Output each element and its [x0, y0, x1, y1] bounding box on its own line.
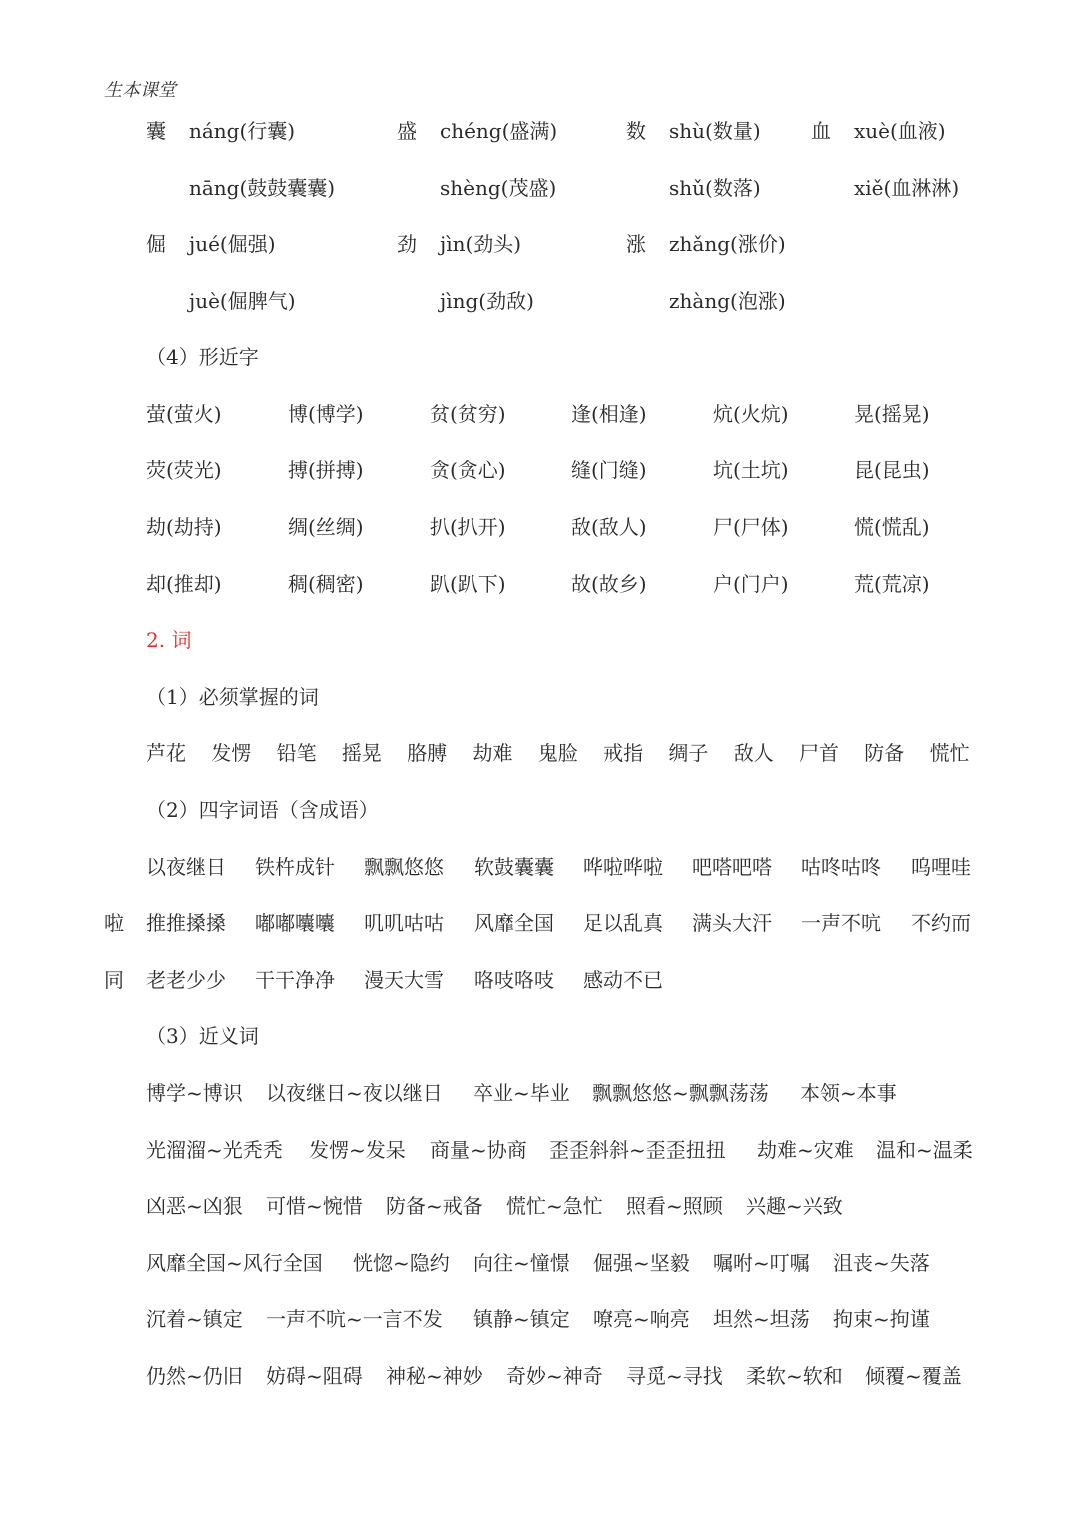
pinyin-entry: xuè(血液) — [854, 119, 946, 143]
similar-char-item: 贫(贫穷) — [430, 402, 506, 426]
synonym-pair: 寻觅~寻找 — [626, 1364, 723, 1388]
idiom-item: 足以乱真 — [583, 911, 663, 935]
pinyin-entry: shǔ(数落) — [669, 176, 761, 200]
synonym-pair: 神秘~神妙 — [386, 1364, 483, 1388]
idiom-item: 咕咚咕咚 — [801, 855, 881, 879]
word-item: 发愣 — [211, 741, 252, 765]
word-item: 芦花 — [146, 741, 186, 765]
synonym-pair: 慌忙~急忙 — [506, 1194, 603, 1218]
idiom-item: 铁杵成针 — [255, 855, 335, 879]
idiom-item: 推推搡搡 — [146, 911, 226, 935]
synonym-pair: 妨碍~阻碍 — [266, 1364, 363, 1388]
synonym-pair: 镇静~镇定 — [473, 1307, 570, 1331]
similar-char-item: 贪(贪心) — [430, 458, 506, 482]
similar-char-item: 逢(相逢) — [571, 402, 647, 426]
idiom-item: 风靡全国 — [474, 911, 554, 935]
idiom-continuation: 同 — [104, 968, 124, 992]
similar-char-item: 绸(丝绸) — [288, 515, 364, 539]
section-heading: （1）必须掌握的词 — [146, 685, 319, 709]
idiom-item: 感动不已 — [583, 968, 663, 992]
similar-char-item: 搏(拼搏) — [288, 458, 364, 482]
polyphonic-char: 盛 — [397, 119, 417, 143]
synonym-pair: 本领~本事 — [800, 1081, 897, 1105]
pinyin-entry: chéng(盛满) — [440, 119, 558, 143]
idiom-item: 软鼓囊囊 — [474, 855, 554, 879]
pinyin-entry: jué(倔强) — [189, 232, 276, 256]
similar-char-item: 趴(趴下) — [430, 572, 506, 596]
section-heading: （3）近义词 — [146, 1024, 259, 1048]
synonym-pair: 卒业~毕业 — [473, 1081, 570, 1105]
similar-char-item: 昆(昆虫) — [854, 458, 930, 482]
word-item: 戒指 — [603, 741, 644, 765]
synonym-pair: 沉着~镇定 — [146, 1307, 243, 1331]
similar-char-item: 故(故乡) — [571, 572, 647, 596]
idiom-item: 漫天大雪 — [364, 968, 444, 992]
polyphonic-char: 涨 — [626, 232, 646, 256]
polyphonic-char: 劲 — [397, 232, 417, 256]
page-header: 生本课堂 — [104, 80, 176, 101]
idiom-item: 哗啦哗啦 — [583, 855, 663, 879]
pinyin-entry: zhǎng(涨价) — [669, 232, 786, 256]
idiom-item: 吧嗒吧嗒 — [692, 855, 772, 879]
section-heading: （2）四字词语（含成语） — [146, 798, 379, 822]
similar-char-item: 尸(尸体) — [713, 515, 789, 539]
synonym-pair: 奇妙~神奇 — [506, 1364, 603, 1388]
similar-char-item: 劫(劫持) — [146, 515, 222, 539]
pinyin-entry: shù(数量) — [669, 119, 761, 143]
synonym-pair: 风靡全国~风行全国 — [146, 1251, 323, 1275]
polyphonic-char: 囊 — [146, 119, 166, 143]
similar-char-item: 炕(火炕) — [713, 402, 789, 426]
synonym-pair: 沮丧~失落 — [833, 1251, 930, 1275]
idiom-item: 嘟嘟囔囔 — [255, 911, 335, 935]
word-item: 胳膊 — [407, 741, 448, 765]
pinyin-entry: náng(行囊) — [189, 119, 296, 143]
idiom-item: 飘飘悠悠 — [364, 855, 444, 879]
similar-char-item: 却(推却) — [146, 572, 222, 596]
pinyin-entry: shèng(茂盛) — [440, 176, 557, 200]
idiom-item: 满头大汗 — [692, 911, 772, 935]
word-item: 敌人 — [733, 741, 774, 765]
similar-char-item: 荒(荒凉) — [854, 572, 930, 596]
idiom-item: 老老少少 — [146, 968, 226, 992]
pinyin-entry: jìn(劲头) — [440, 232, 522, 256]
similar-char-item: 稠(稠密) — [288, 572, 364, 596]
synonym-pair: 温和~温柔 — [876, 1138, 973, 1162]
pinyin-entry: nāng(鼓鼓囊囊) — [189, 176, 336, 200]
synonym-pair: 一声不吭~一言不发 — [266, 1307, 443, 1331]
word-item: 尸首 — [799, 741, 839, 765]
idiom-item: 咯吱咯吱 — [474, 968, 554, 992]
similar-char-item: 扒(扒开) — [430, 515, 506, 539]
idiom-item: 叽叽咕咕 — [364, 911, 444, 935]
synonym-pair: 照看~照顾 — [626, 1194, 723, 1218]
pinyin-entry: jìng(劲敌) — [440, 289, 534, 313]
synonym-pair: 可惜~惋惜 — [266, 1194, 363, 1218]
synonym-pair: 仍然~仍旧 — [146, 1364, 243, 1388]
word-item: 绸子 — [668, 741, 709, 765]
similar-char-item: 博(博学) — [288, 402, 364, 426]
synonym-pair: 恍惚~隐约 — [353, 1251, 450, 1275]
similar-char-item: 萤(萤火) — [146, 402, 222, 426]
synonym-pair: 歪歪斜斜~歪歪扭扭 — [549, 1138, 726, 1162]
word-item: 慌忙 — [929, 741, 970, 765]
polyphonic-char: 数 — [626, 119, 646, 143]
synonym-pair: 嘱咐~叮嘱 — [713, 1251, 810, 1275]
synonym-pair: 倔强~坚毅 — [593, 1251, 690, 1275]
word-item: 鬼脸 — [537, 741, 578, 765]
synonym-pair: 飘飘悠悠~飘飘荡荡 — [592, 1081, 769, 1105]
synonym-pair: 以夜继日~夜以继日 — [266, 1081, 443, 1105]
pinyin-entry: xiě(血淋淋) — [854, 176, 960, 200]
synonym-pair: 倾覆~覆盖 — [865, 1364, 962, 1388]
idiom-item: 干干净净 — [255, 968, 335, 992]
similar-char-item: 坑(土坑) — [713, 458, 789, 482]
idiom-continuation: 啦 — [104, 911, 124, 935]
synonym-pair: 柔软~软和 — [746, 1364, 843, 1388]
polyphonic-char: 血 — [811, 119, 831, 143]
synonym-pair: 防备~戒备 — [386, 1194, 483, 1218]
pinyin-entry: juè(倔脾气) — [189, 289, 296, 313]
synonym-pair: 凶恶~凶狠 — [146, 1194, 243, 1218]
similar-char-item: 慌(慌乱) — [854, 515, 930, 539]
synonym-pair: 发愣~发呆 — [309, 1138, 406, 1162]
similar-char-item: 敌(敌人) — [571, 515, 647, 539]
idiom-item: 以夜继日 — [146, 855, 226, 879]
idiom-item: 一声不吭 — [801, 911, 881, 935]
similar-char-item: 荧(荧光) — [146, 458, 222, 482]
synonym-pair: 劫难~灾难 — [757, 1138, 854, 1162]
polyphonic-char: 倔 — [146, 232, 166, 256]
synonym-pair: 嘹亮~响亮 — [593, 1307, 690, 1331]
synonym-pair: 拘束~拘谨 — [833, 1307, 930, 1331]
synonym-pair: 光溜溜~光秃秃 — [146, 1138, 283, 1162]
synonym-pair: 向往~憧憬 — [473, 1251, 570, 1275]
word-item: 摇晃 — [341, 741, 382, 765]
similar-char-item: 户(门户) — [713, 572, 789, 596]
similar-char-item: 晃(摇晃) — [854, 402, 930, 426]
word-item: 铅笔 — [276, 741, 317, 765]
similar-char-item: 缝(门缝) — [571, 458, 647, 482]
idiom-item: 不约而 — [911, 911, 971, 935]
synonym-pair: 坦然~坦荡 — [713, 1307, 810, 1331]
synonym-pair: 博学~博识 — [146, 1081, 243, 1105]
section-title: 2. 词 — [146, 628, 192, 652]
pinyin-entry: zhàng(泡涨) — [669, 289, 786, 313]
idiom-item: 呜哩哇 — [911, 855, 971, 879]
synonym-pair: 兴趣~兴致 — [746, 1194, 843, 1218]
synonym-pair: 商量~协商 — [430, 1138, 527, 1162]
word-item: 防备 — [864, 741, 905, 765]
word-item: 劫难 — [472, 741, 513, 765]
section-heading: （4）形近字 — [146, 345, 259, 369]
